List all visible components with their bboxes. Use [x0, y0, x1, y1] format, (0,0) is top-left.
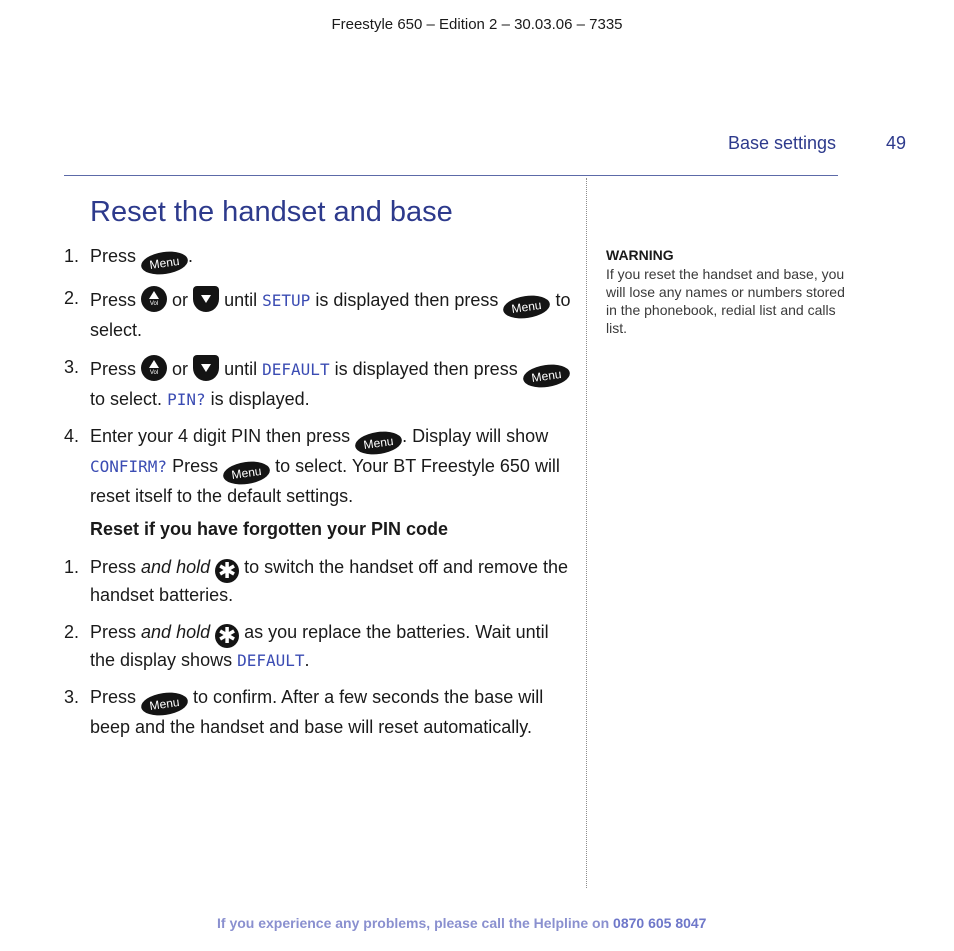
menu-key-icon: Menu: [140, 249, 190, 277]
column-divider: [586, 178, 587, 888]
warning-box: [606, 247, 846, 337]
menu-key-icon: Menu: [222, 459, 272, 487]
down-key-icon: [193, 286, 219, 312]
section-heading: Reset if you have forgotten your PIN code: [90, 519, 449, 539]
edition-line: Freestyle 650 – Edition 2 – 30.03.06 – 7335: [331, 16, 623, 33]
menu-key-icon: Menu: [140, 690, 190, 718]
list-item: 3. Press Menu to confirm. After a few seconds the base will beep and the handset and base will reset automatically.: [64, 687, 544, 737]
forgot-pin-steps-list: [64, 555, 574, 752]
reset-steps-list: [64, 244, 574, 521]
up-vol-key-icon: Vol: [141, 355, 167, 381]
display-text: CONFIRM?: [90, 457, 168, 476]
list-item: 1. Press Menu .: [64, 244, 574, 274]
up-vol-key-icon: Vol: [141, 286, 167, 312]
page-title: Reset the handset and base: [90, 196, 453, 228]
list-item: 2. Press Vol or until SETUP is displayed then press Menu to select.: [64, 288, 571, 340]
warning-title: WARNING: [606, 247, 674, 263]
list-item: 4. Enter your 4 digit PIN then press Menu . Display will show CONFIRM? Press Menu to select. Your BT Freestyle 650 will reset itself to the default settings.: [64, 426, 560, 506]
header-rule: [64, 175, 838, 176]
star-key-icon: ✱: [215, 559, 239, 583]
warning-text: If you reset the handset and base, you will lose any names or numbers stored in the phonebook, redial list and calls list.: [606, 266, 845, 336]
menu-key-icon: Menu: [521, 362, 571, 390]
list-item: 2. Press and hold ✱ as you replace the batteries. Wait until the display shows DEFAULT.: [64, 622, 549, 670]
display-text: DEFAULT: [237, 651, 305, 670]
star-key-icon: ✱: [215, 624, 239, 648]
section-name: Base settings: [728, 133, 837, 153]
helpline-text: If you experience any problems, please call the Helpline on: [217, 915, 610, 931]
menu-key-icon: Menu: [502, 293, 552, 321]
display-text: SETUP: [262, 291, 311, 310]
down-key-icon: [193, 355, 219, 381]
page-number: 49: [886, 133, 907, 153]
helpline-phone: 0870 605 8047: [613, 915, 707, 931]
menu-key-icon: Menu: [354, 429, 404, 457]
list-item: 1. Press and hold ✱ to switch the handset off and remove the handset batteries.: [64, 557, 569, 605]
list-item: 3. Press Vol or until DEFAULT is displayed then press Menu to select. PIN? is displayed.: [64, 355, 574, 412]
display-text: DEFAULT: [262, 360, 330, 379]
display-text: PIN?: [167, 390, 206, 409]
helpline-footer: [217, 915, 706, 931]
